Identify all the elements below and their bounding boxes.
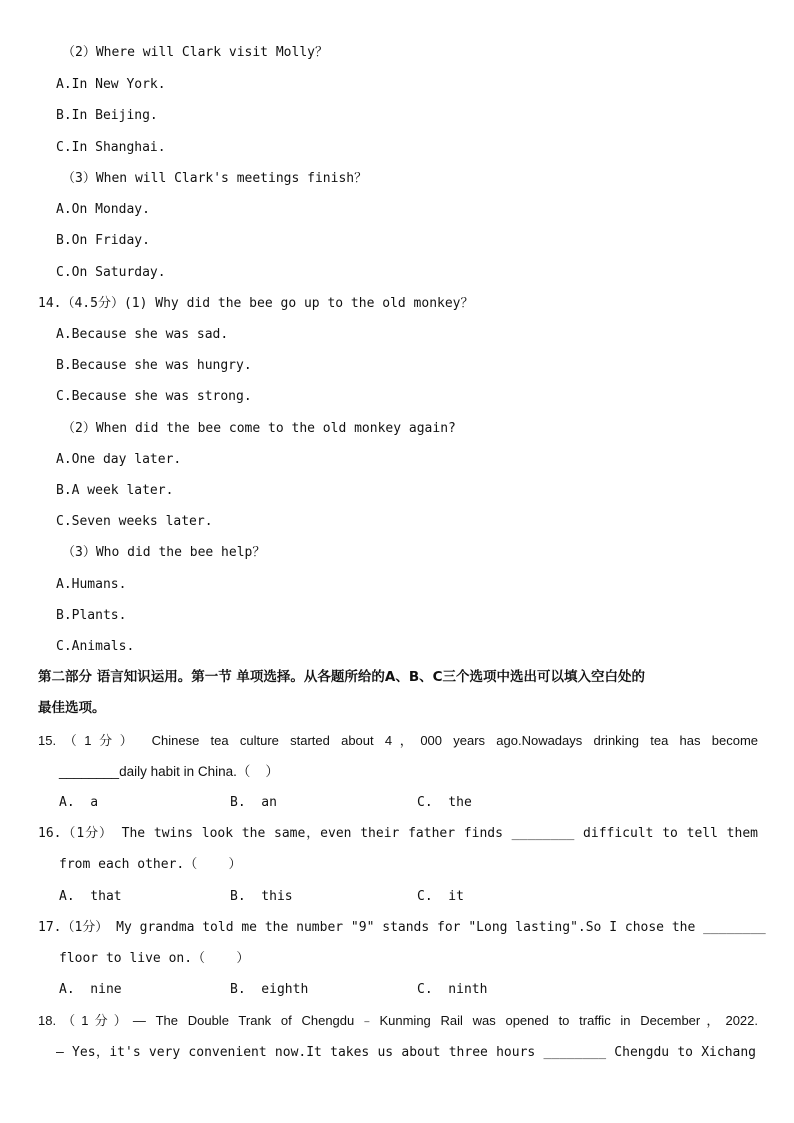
q14-part3-stem: （3）Who did the bee help？ [62,545,266,560]
q16-stem-line2: from each other.（ ） [59,857,242,872]
q13-part3-stem: （3）When will Clark's meetings finish？ [62,171,368,186]
q13-part3-option-a: A.On Monday. [56,202,150,217]
q15-option-b: B. an [230,795,277,810]
q14-part3-option-b: B.Plants. [56,608,127,623]
q15-stem-line2: ________daily habit in China.（ ） [59,764,279,779]
q14-part2-stem: （2）When did the bee come to the old monkey again? [62,421,456,436]
q17-option-c: C. ninth [417,982,488,997]
q14-part2-option-c: C.Seven weeks later. [56,514,213,529]
q17-stem-line2: floor to live on.（ ） [59,951,250,966]
q13-part3-option-b: B.On Friday. [56,233,150,248]
q13-part2-stem: （2）Where will Clark visit Molly？ [62,45,328,60]
q15-options [59,794,759,812]
q18-stem-line1: 18.（1分）— The Double Trank of Chengdu﹣Kunming Rail was opened to traffic in December，2022. [38,1013,758,1028]
q16-option-a: A. that [59,889,122,904]
q13-part2-option-c: C.In Shanghai. [56,140,166,155]
q13-part2-option-a: A.In New York. [56,77,166,92]
q18-stem-line2: — Yes，it's very convenient now.It takes us about three hours ________ Chengdu to Xichang [56,1045,756,1060]
section-heading-line1: 第二部分 语言知识运用。第一节 单项选择。从各题所给的A、B、C三个选项中选出可以填入空白处的 [38,669,646,685]
q13-part2-option-b: B.In Beijing. [56,108,158,123]
section-heading-line2: 最佳选项。 [38,700,106,716]
q15-option-a: A. a [59,795,99,810]
q17-option-a: A. nine [59,982,122,997]
q16-option-c: C. it [417,889,464,904]
q14-part3-option-c: C.Animals. [56,639,135,654]
q16-stem-line1: 16.（1分） The twins look the same，even their father finds ________ difficult to tell them [38,826,758,841]
q13-part3-option-c: C.On Saturday. [56,265,166,280]
q15-option-c: C. the [417,795,472,810]
q17-option-b: B. eighth [230,982,309,997]
q14-part1-option-a: A.Because she was sad. [56,327,229,342]
q14-part1-option-b: B.Because she was hungry. [56,358,252,373]
q14-part2-option-b: B.A week later. [56,483,174,498]
q17-stem-line1: 17.（1分） My grandma told me the number "9" stands for "Long lasting".So I chose the ________ [38,920,766,935]
q17-options [59,981,759,999]
q14-part1-option-c: C.Because she was strong. [56,389,252,404]
q14-part1-stem: 14.（4.5分）(1) Why did the bee go up to the old monkey？ [38,296,474,311]
q16-options [59,888,759,906]
q14-part2-option-a: A.One day later. [56,452,182,467]
q15-stem-line1: 15.（1分） Chinese tea culture started about 4，000 years ago.Nowadays drinking tea has become [38,733,758,748]
q14-part3-option-a: A.Humans. [56,577,127,592]
q16-option-b: B. this [230,889,293,904]
